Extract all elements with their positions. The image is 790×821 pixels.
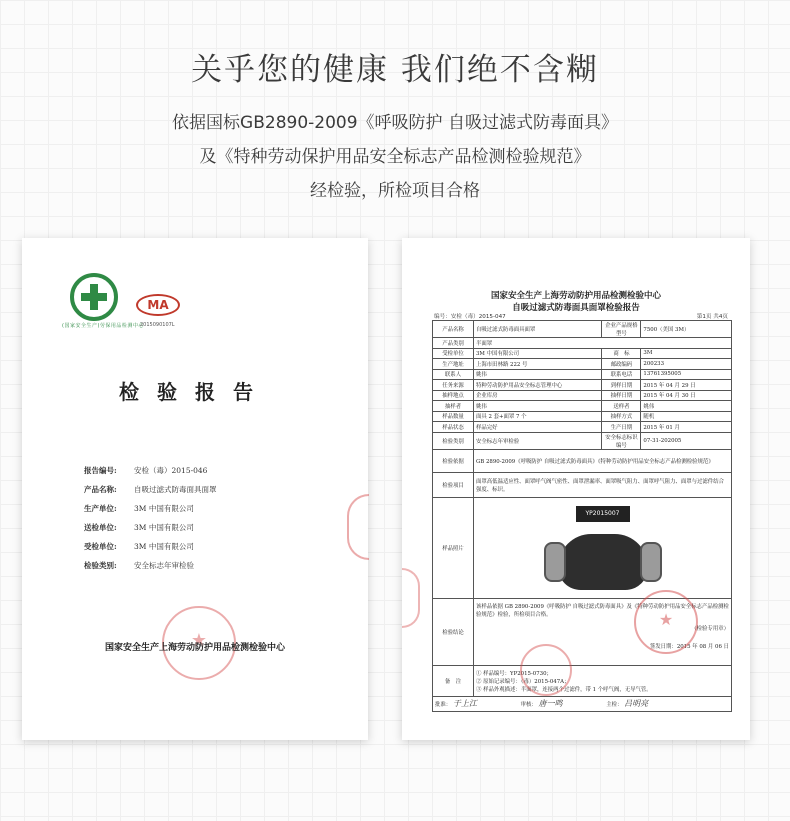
row-key: 生产地址 bbox=[433, 359, 474, 370]
row-value: 3M 中国有限公司 bbox=[474, 348, 602, 359]
row-value: 特种劳动防护用品安全标志管理中心 bbox=[474, 380, 602, 391]
test-signature: 吕明亮 bbox=[624, 699, 649, 708]
row-value: 13761395005 bbox=[641, 369, 732, 380]
row-value: 自吸过滤式防毒面具面罩 bbox=[474, 321, 602, 338]
row-value: 安全标志年审检验 bbox=[474, 432, 602, 449]
remarks-cell bbox=[474, 665, 732, 696]
row-key: 商 标 bbox=[602, 348, 641, 359]
field-value: 3M 中国有限公司 bbox=[134, 523, 194, 532]
cma-logo-icon bbox=[136, 294, 180, 316]
row-value: 面罩高低温适应性、面罩呼气阀气密性、面罩泄漏率、面罩吸气阻力、面罩呼气阻力、面罩与过滤件结合强度、标识。 bbox=[474, 472, 732, 497]
test-label: 主检： bbox=[606, 702, 623, 708]
cover-field bbox=[84, 560, 217, 579]
field-value: 安全标志年审检验 bbox=[134, 561, 194, 570]
approve-signature: 于上江 bbox=[452, 699, 477, 708]
row-key: 联系电话 bbox=[602, 369, 641, 380]
field-key: 检验类别: bbox=[84, 561, 117, 570]
edge-seal-icon bbox=[402, 568, 420, 628]
row-key: 产品名称 bbox=[433, 321, 474, 338]
field-value: 3M 中国有限公司 bbox=[134, 504, 194, 513]
report-cover-card bbox=[22, 238, 368, 740]
safety-cross-logo-icon bbox=[70, 273, 118, 321]
table-row bbox=[433, 369, 732, 380]
table-row bbox=[433, 348, 732, 359]
table-row bbox=[433, 380, 732, 391]
row-key: 样品照片 bbox=[433, 497, 474, 598]
field-key: 报告编号: bbox=[84, 466, 117, 475]
row-key: 任务来源 bbox=[433, 380, 474, 391]
field-key: 生产单位: bbox=[84, 504, 117, 513]
table-row bbox=[433, 449, 732, 472]
report-number: 编号：安检（毒）2015-047 bbox=[434, 314, 506, 320]
row-key: 企业产品规格型号 bbox=[602, 321, 641, 338]
row-key: 备 注 bbox=[433, 665, 474, 696]
review-label: 审核： bbox=[520, 702, 537, 708]
report-title: 检验报告 bbox=[119, 380, 271, 404]
table-row bbox=[433, 390, 732, 401]
intro-line-1: 依据国标GB2890-2009《呼吸防护 自吸过滤式防毒面具》 bbox=[172, 113, 618, 133]
field-value: 自吸过滤式防毒面具面罩 bbox=[134, 485, 217, 494]
remark-line: ③ 样品外观描述：半面罩，连接两个过滤件，带 1 个呼气阀，无导气管。 bbox=[476, 686, 652, 693]
cover-field bbox=[84, 541, 217, 560]
filter-cartridge-icon bbox=[544, 542, 566, 582]
row-value: 上海市田林路 222 号 bbox=[474, 359, 602, 370]
table-row bbox=[433, 411, 732, 422]
intro-line-2: 及《特种劳动保护用品安全标志产品检测检验规范》 bbox=[199, 147, 591, 167]
row-value: 企业库房 bbox=[474, 390, 602, 401]
row-value: 随机 bbox=[641, 411, 732, 422]
red-seal-stamp-icon bbox=[520, 644, 572, 696]
row-value: 半面罩 bbox=[474, 338, 732, 349]
intro-line-3: 经检验，所检项目合格 bbox=[310, 181, 480, 201]
seal-label: （检验专用章） bbox=[691, 625, 729, 632]
report-detail-card bbox=[402, 238, 750, 740]
cover-field bbox=[84, 465, 217, 484]
row-key: 联系人 bbox=[433, 369, 474, 380]
row-value: 07-31-202005 bbox=[641, 432, 732, 449]
cover-field bbox=[84, 503, 217, 522]
field-value: 3M 中国有限公司 bbox=[134, 542, 194, 551]
sample-tag: YP2015007 bbox=[576, 506, 630, 522]
field-key: 受检单位: bbox=[84, 542, 117, 551]
table-row bbox=[433, 401, 732, 412]
cover-info-list bbox=[84, 465, 217, 579]
row-value: 3M bbox=[641, 348, 732, 359]
page-indicator: 第1页 共4页 bbox=[696, 314, 728, 320]
row-value: 样品完好 bbox=[474, 422, 602, 433]
table-row bbox=[433, 472, 732, 497]
approve-label: 批准： bbox=[435, 702, 452, 708]
red-seal-stamp-icon bbox=[634, 590, 698, 654]
sign-date: 签发日期：2015 年 08 月 06 日 bbox=[649, 643, 729, 650]
row-key: 产品类别 bbox=[433, 338, 474, 349]
row-key: 抽样地点 bbox=[433, 390, 474, 401]
field-key: 送检单位: bbox=[84, 523, 117, 532]
conclusion-text: 该样品依据 GB 2890-2009《呼吸防护 自吸过滤式防毒面具》及《特种劳动防护用品安全标志产品检测检验规范》检验，所检项目合格。 bbox=[476, 603, 729, 618]
issuing-center: 国家安全生产上海劳动防护用品检测检验中心 bbox=[104, 643, 285, 653]
table-row bbox=[433, 696, 732, 711]
cover-field bbox=[84, 484, 217, 503]
row-value: 姚伟 bbox=[641, 401, 732, 412]
respirator-mask-icon bbox=[538, 498, 668, 598]
row-key: 检验依据 bbox=[433, 449, 474, 472]
cover-field bbox=[84, 522, 217, 541]
table-row bbox=[433, 359, 732, 370]
row-key: 邮政编码 bbox=[602, 359, 641, 370]
sample-photo bbox=[474, 497, 732, 598]
row-key: 受检单位 bbox=[433, 348, 474, 359]
row-key: 检验类别 bbox=[433, 432, 474, 449]
review-signature: 唐一鸣 bbox=[538, 699, 563, 708]
row-key: 抽样者 bbox=[433, 401, 474, 412]
remark-line: ② 原始记录编号：（毒）2015-047A； bbox=[476, 678, 570, 685]
edge-seal-icon bbox=[347, 494, 369, 560]
inspection-table bbox=[432, 320, 732, 712]
table-row bbox=[433, 432, 732, 449]
field-value: 安检（毒）2015-046 bbox=[134, 466, 208, 475]
detail-title-center: 国家安全生产上海劳动防护用品检测检验中心 bbox=[490, 291, 661, 301]
row-key: 抽样方式 bbox=[602, 411, 641, 422]
logo-caption: (国家安全生产)劳保用品检测中心 bbox=[62, 323, 144, 329]
signature-row bbox=[433, 696, 732, 711]
mask-body-shape bbox=[558, 534, 648, 590]
row-value: 面具 2 套+面罩 7 个 bbox=[474, 411, 602, 422]
row-value: 2015 年 04 月 29 日 bbox=[641, 380, 732, 391]
row-key: 检验结论 bbox=[433, 598, 474, 665]
row-key: 样品状态 bbox=[433, 422, 474, 433]
remark-line: ① 样品编号：YP2015-0730； bbox=[476, 670, 552, 677]
cma-label: MA bbox=[147, 298, 169, 312]
table-row bbox=[433, 665, 732, 696]
row-value: GB 2890-2009《呼吸防护 自吸过滤式防毒面具》《特种劳动防护用品安全标志产品检测检验规范》 bbox=[474, 449, 732, 472]
row-key: 到样日期 bbox=[602, 380, 641, 391]
row-value: 2015 年 04 月 30 日 bbox=[641, 390, 732, 401]
detail-title-report: 自吸过滤式防毒面具面罩检验报告 bbox=[512, 303, 640, 313]
table-row bbox=[433, 422, 732, 433]
row-key: 抽样日期 bbox=[602, 390, 641, 401]
row-key: 生产日期 bbox=[602, 422, 641, 433]
headline: 关乎您的健康 我们绝不含糊 bbox=[191, 52, 599, 88]
field-key: 产品名称: bbox=[84, 485, 117, 494]
row-key: 安全标志标识编号 bbox=[602, 432, 641, 449]
row-key: 送样者 bbox=[602, 401, 641, 412]
table-row bbox=[433, 497, 732, 598]
row-value: 200233 bbox=[641, 359, 732, 370]
row-value: 2015 年 01 月 bbox=[641, 422, 732, 433]
row-value: 姚伟 bbox=[474, 369, 602, 380]
row-value: 7500（美国 3M） bbox=[641, 321, 732, 338]
row-key: 检验项目 bbox=[433, 472, 474, 497]
filter-cartridge-icon bbox=[640, 542, 662, 582]
row-key: 样品数量 bbox=[433, 411, 474, 422]
cma-number: 2015090107L bbox=[140, 322, 175, 328]
table-row bbox=[433, 338, 732, 349]
table-row bbox=[433, 321, 732, 338]
row-value: 姚伟 bbox=[474, 401, 602, 412]
